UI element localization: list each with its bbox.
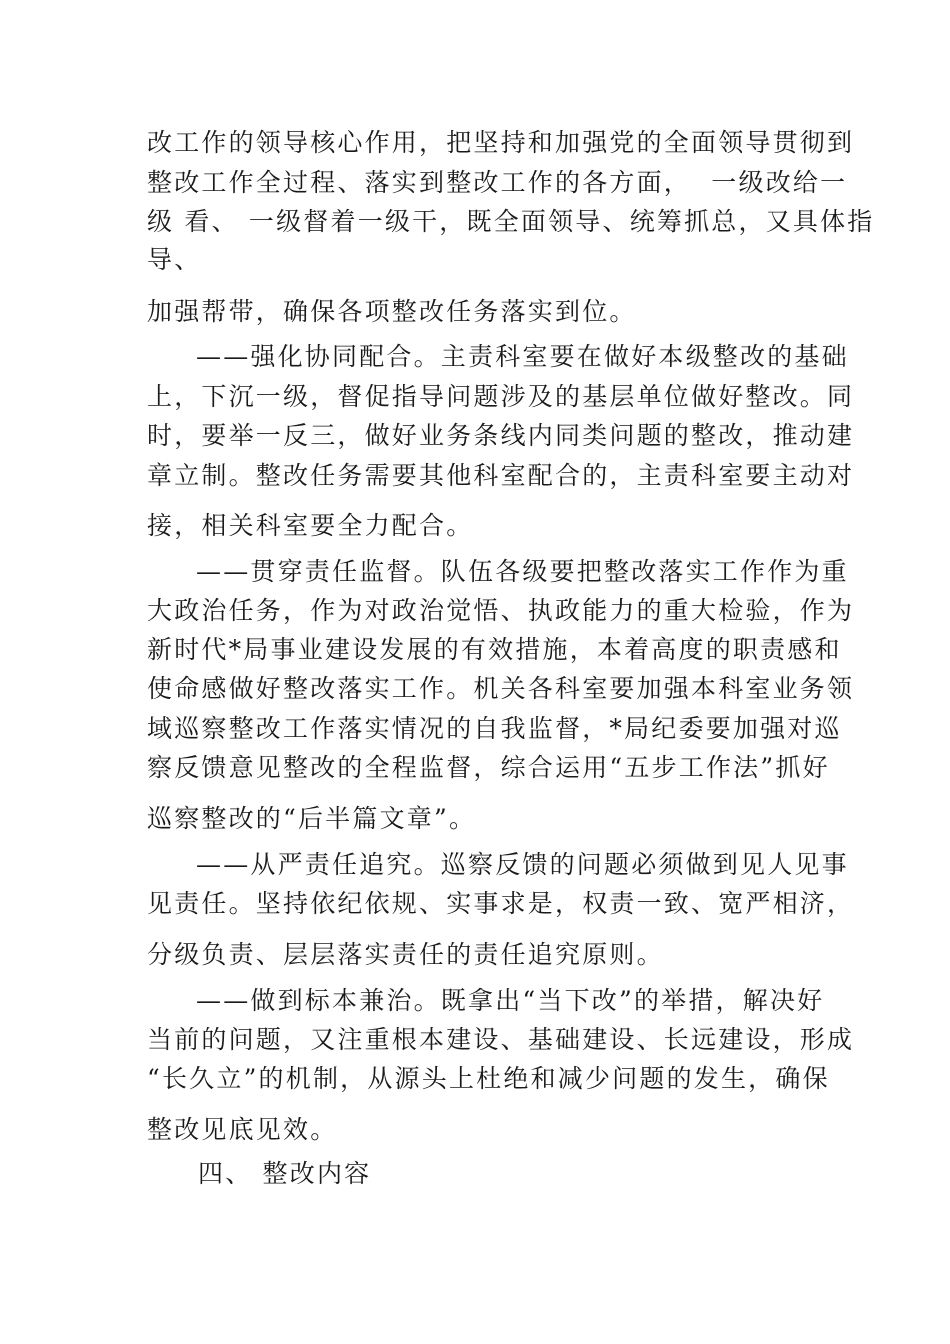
body-text-line: 当前的问题，又注重根本建设、基础建设、长远建设，形成 <box>147 1025 855 1054</box>
body-text-line: 改工作的领导核心作用，把坚持和加强党的全面领导贯彻到 <box>147 128 855 157</box>
body-text-line: 级 看、 一级督着一级干，既全面领导、统筹抓总，又具体指 <box>147 207 875 236</box>
paragraph-heading-supervision: ——贯穿责任监督。队伍各级要把整改落实工作作为重 <box>196 557 849 586</box>
body-text-line: 使命感做好整改落实工作。机关各科室要加强本科室业务领 <box>147 674 855 703</box>
body-text-line: 加强帮带，确保各项整改任务落实到位。 <box>147 297 637 326</box>
body-text-line: 见责任。坚持依纪依规、实事求是，权责一致、宽严相济， <box>147 889 855 918</box>
paragraph-heading-accountability: ——从严责任追究。巡察反馈的问题必须做到见人见事 <box>196 850 849 879</box>
body-text-line: 导、 <box>147 245 202 274</box>
body-text-line: 大政治任务，作为对政治觉悟、执政能力的重大检验，作为 <box>147 596 855 625</box>
paragraph-heading-root-cause: ——做到标本兼治。既拿出“当下改”的举措，解决好 <box>196 986 825 1015</box>
body-text-line: 分级负责、层层落实责任的责任追究原则。 <box>147 940 664 969</box>
body-text-line: 整改见底见效。 <box>147 1115 338 1144</box>
body-text-line: 巡察整改的“后半篇文章”。 <box>147 804 477 833</box>
paragraph-heading-coordination: ——强化协同配合。主责科室要在做好本级整改的基础 <box>196 342 849 371</box>
section-heading: 四、 整改内容 <box>198 1159 372 1188</box>
body-text-line: 上，下沉一级，督促指导问题涉及的基层单位做好整改。同 <box>147 382 855 411</box>
body-text-line: 章立制。整改任务需要其他科室配合的，主责科室要主动对 <box>147 461 855 490</box>
body-text-line: 整改工作全过程、落实到整改工作的各方面， 一级改给一 <box>147 168 848 197</box>
body-text-line: 时，要举一反三，做好业务条线内同类问题的整改，推动建 <box>147 421 855 450</box>
body-text-line: 接，相关科室要全力配合。 <box>147 511 474 540</box>
body-text-line: “长久立”的机制，从源头上杜绝和减少问题的发生，确保 <box>147 1064 830 1093</box>
body-text-line: 域巡察整改工作落实情况的自我监督，*局纪委要加强对巡 <box>147 714 842 743</box>
body-text-line: 察反馈意见整改的全程监督，综合运用“五步工作法”抓好 <box>147 753 830 782</box>
body-text-line: 新时代*局事业建设发展的有效措施，本着高度的职责感和 <box>147 635 842 664</box>
